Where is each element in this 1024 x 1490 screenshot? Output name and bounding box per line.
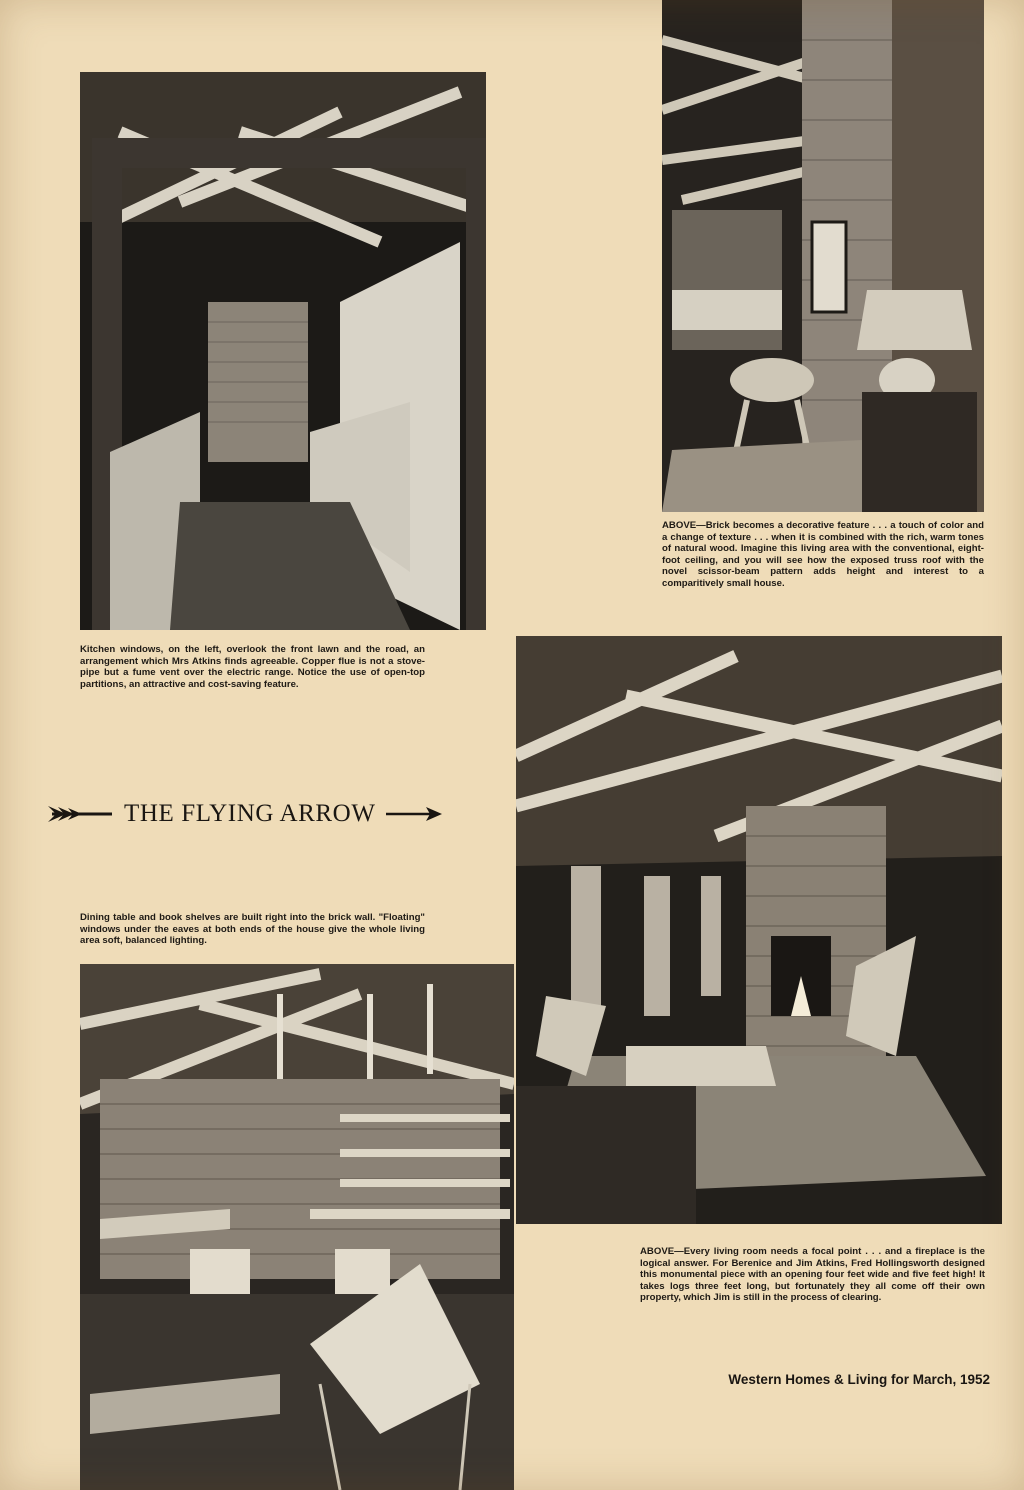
dining-photo — [80, 964, 514, 1490]
headline-text: THE FLYING ARROW — [124, 800, 376, 827]
brick-feature-photo — [662, 0, 984, 512]
arrow-right-icon — [386, 804, 442, 824]
brick-feature-caption: ABOVE—Brick becomes a decorative feature . . . a touch of color and a change of texture . . . when it is combined with the rich, warm tones of natural wood. Imagine this living area with the conventional, eight-foot ceiling, and you will see how the exposed truss roof with the novel scissor-beam pattern adds height and interest to a comparitively small house. — [662, 520, 984, 589]
kitchen-caption: Kitchen windows, on the left, overlook the front lawn and the road, an arrangement which Mrs Atkins finds agreeable. Copper flue is not a stove-pipe but a fume vent over the electric range. Notice the use of open-top partitions, an attractive and cost-saving feature. — [80, 644, 425, 690]
headline — [48, 796, 478, 832]
footer-credit: Western Homes & Living for March, 1952 — [728, 1372, 990, 1387]
kitchen-photo — [80, 72, 486, 630]
fireplace-photo — [516, 636, 1002, 1224]
fireplace-caption: ABOVE—Every living room needs a focal point . . . and a fireplace is the logical answer. For Berenice and Jim Atkins, Fred Hollingsworth designed this monumental piece with an opening four feet wide and five feet high! It takes logs three feet long, but fortunately they all come off their own property, which Jim is still in the process of clearing. — [640, 1246, 985, 1304]
feathered-arrow-icon — [48, 804, 114, 824]
dining-caption: Dining table and book shelves are built right into the brick wall. "Floating" windows under the eaves at both ends of the house give the whole living area soft, balanced lighting. — [80, 912, 425, 947]
